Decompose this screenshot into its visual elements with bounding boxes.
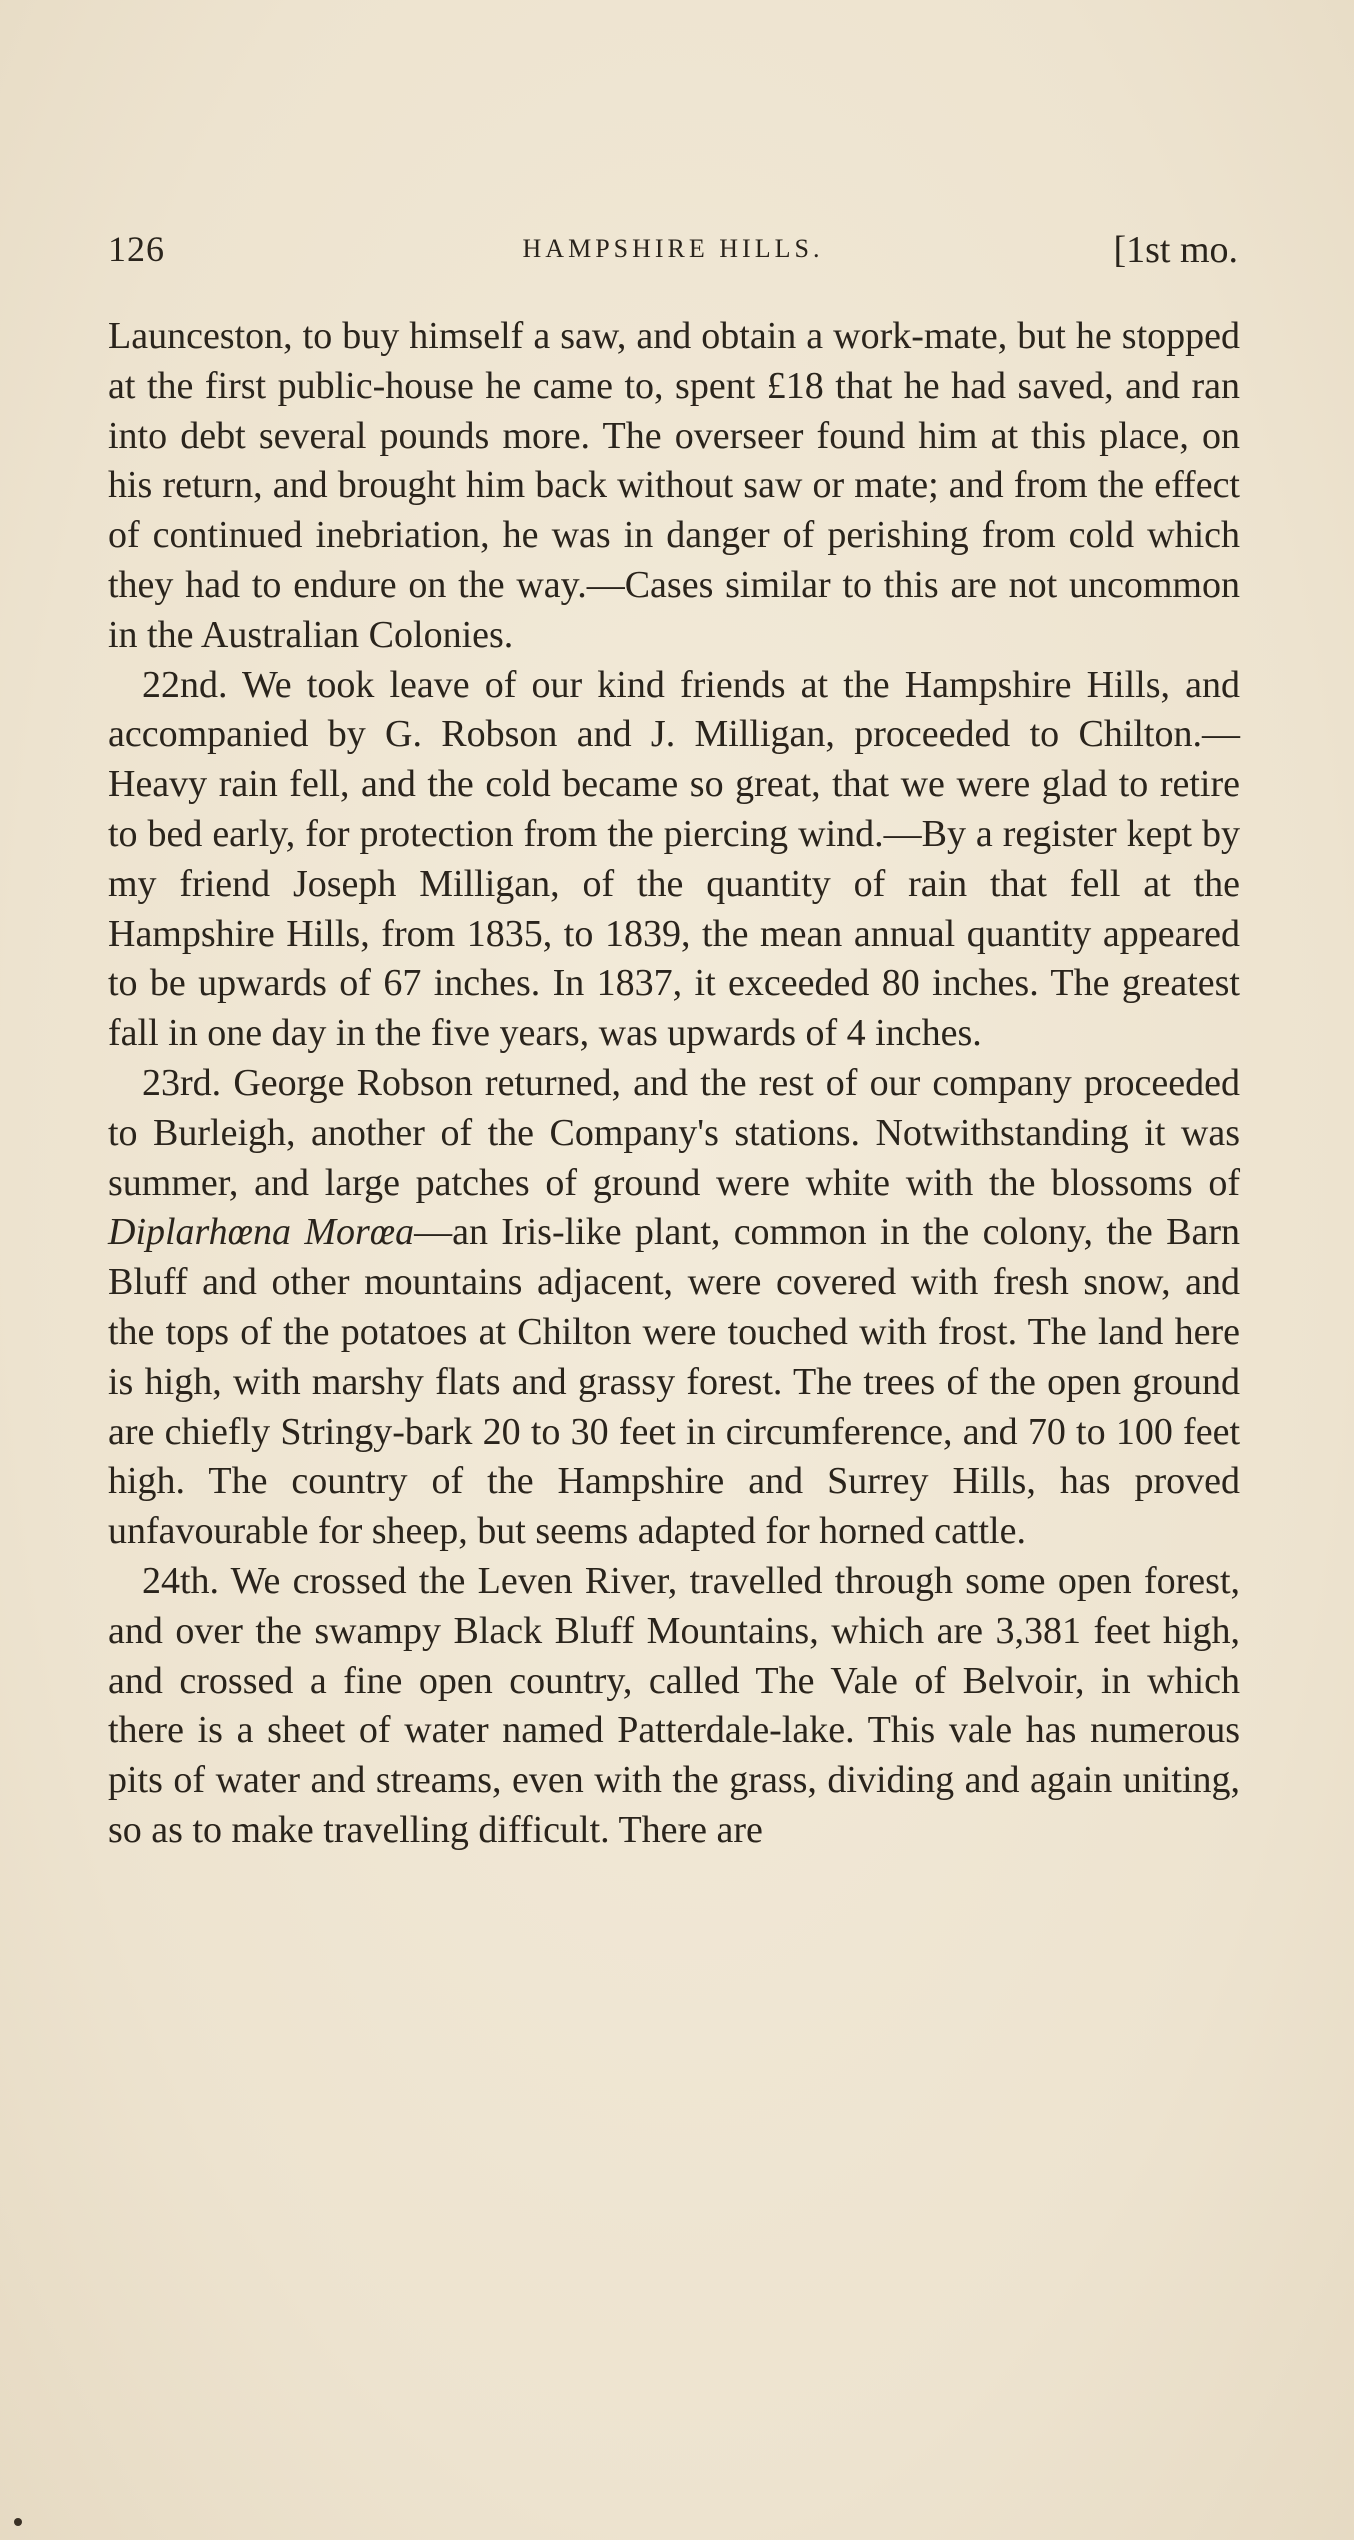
paragraph-3 — [108, 1059, 1240, 1557]
paragraph-1: Launceston, to buy himself a saw, and obtain a work-mate, but he stopped at the first public-house he came to, spent £18 that he had saved, and ran into debt several pounds more. The overseer found him at this place, on his return, and brought him back without saw or mate; and from the effect of continued inebriation, he was in danger of perishing from cold which they had to endure on the way.—Cases similar to this are not uncommon in the Australian Colonies. — [108, 315, 1240, 656]
paragraph-3-part-1: 23rd. George Robson returned, and the rest of our company proceeded to Burleigh, another of the Company's stations. Notwithstanding it was summer, and large patches of ground were white with the blossoms of — [108, 1061, 1240, 1204]
ink-speck — [14, 2518, 22, 2526]
plant-name: Diplarhœna Morœa — [108, 1211, 415, 1254]
page-header — [108, 228, 1238, 278]
paragraph-4: 24th. We crossed the Leven River, travelled through some open forest, and over the swampy Black Bluff Mountains, which are 3,381 feet high, and crossed a fine open country, called The Vale of Belvoir, in which there is a sheet of water named Patterdale-lake. This vale has numerous pits of water and streams, even with the grass, dividing and again uniting, so as to make travelling difficult. There are — [108, 1559, 1240, 1851]
section-mark: [1st mo. — [1113, 229, 1238, 271]
paragraph-2: 22nd. We took leave of our kind friends at the Hampshire Hills, and accompanied by G. Robson and J. Milligan, proceeded to Chilton.—Heavy rain fell, and the cold became so great, that we were glad to retire to bed early, for protection from the piercing wind.—By a register kept by my friend Joseph Milligan, of the quantity of rain that fell at the Hampshire Hills, from 1835, to 1839, the mean annual quantity appeared to be upwards of 67 inches. In 1837, it exceeded 80 inches. The greatest fall in one day in the five years, was upwards of 4 inches. — [108, 663, 1240, 1055]
paragraph-3-part-2: —an Iris-like plant, common in the colony, the Barn Bluff and other mountains adjacent, were covered with fresh snow, and the tops of the potatoes at Chilton were touched with frost. The land here is high, with marshy flats and grassy forest. The trees of the open ground are chiefly Stringy-bark 20 to 30 feet in circumference, and 70 to 100 feet high. The country of the Hampshire and Surrey Hills, has proved unfavourable for sheep, but seems adapted for horned cattle. — [108, 1211, 1240, 1553]
running-head: HAMPSHIRE HILLS. — [522, 234, 824, 263]
page-number: 126 — [108, 229, 165, 269]
body-text — [108, 312, 1240, 1856]
